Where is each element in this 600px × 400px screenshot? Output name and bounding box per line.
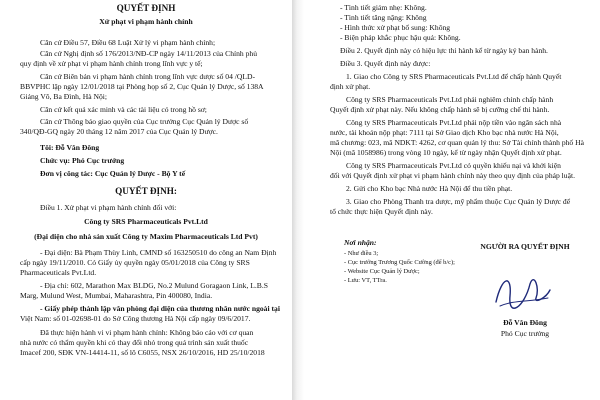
body-line: tổ chức thực hiện Quyết định này. <box>330 207 433 216</box>
additional-penalty: - Hình thức xử phạt bổ sung: Không <box>340 23 451 32</box>
aggravating-circumstances: - Tình tiết tăng nặng: Không <box>340 13 427 22</box>
body-line: 2. Gửi cho Kho bạc Nhà nước Hà Nội để thu tiền phạt. <box>346 184 513 193</box>
body-line: 1. Giao cho Công ty SRS Pharmaceuticals Pvt.Ltd để chấp hành Quyết <box>346 72 562 81</box>
signer-name: Đỗ Văn Đông <box>503 318 547 327</box>
body-line: nhà nước có thẩm quyền khi có thay đổi nhỏ trong quá trình sản xuất thuốc <box>20 338 249 347</box>
decision-heading: QUYẾT ĐỊNH: <box>115 186 177 196</box>
body-line: nước, tài khoản nộp phạt: 7111 tại Sở Giao dịch Kho bạc nhà nước Hà Nội, <box>330 128 559 137</box>
recipients-label: Nơi nhận: <box>344 238 377 247</box>
company-name: Công ty SRS Pharmaceuticals Pvt.Ltd <box>84 217 208 226</box>
body-line: cấp ngày 19/11/2010. Có Giấy ủy quyền ngày 05/01/2018 của Công ty SRS <box>20 258 250 267</box>
signer-role: Phó Cục trưởng <box>500 329 550 338</box>
body-line: Đã thực hiện hành vi vi phạm hành chính: Không báo cáo với cơ quan <box>40 328 254 337</box>
body-line: Quyết định xử phạt này. Nếu không chấp hành sẽ bị cưỡng chế thi hành. <box>330 105 550 114</box>
body-line: Pharmaceuticals Pvt.Ltd. <box>20 268 97 277</box>
body-line: Nội (mã 1058986) trong vòng 10 ngày, kể từ ngày nhận Quyết định xử phạt. <box>330 148 562 157</box>
preamble-line: BBVPHC lập ngày 12/01/2018 tại Phòng họp số 2, Cục Quản lý Dược, số 138A <box>20 82 264 91</box>
page-gutter <box>292 0 304 400</box>
recipient-item: - Website Cục Quản lý Dược; <box>344 268 420 275</box>
remedial-measures: - Biện pháp khắc phục hậu quả: Không. <box>340 33 461 42</box>
article-3: Điều 3. Quyết định này được: <box>340 59 431 68</box>
preamble-line: Căn cứ Điều 57, Điều 68 Luật Xử lý vi phạm hành chính; <box>40 38 216 47</box>
preamble-line: Căn cứ kết quả xác minh và các tài liệu có trong hồ sơ; <box>40 105 207 114</box>
signer-role-line: Chức vụ: Phó Cục trưởng <box>40 156 125 165</box>
recipient-item: - Lưu: VT, TTra. <box>344 277 387 284</box>
handwritten-signature-icon <box>490 268 554 314</box>
preamble-line: Căn cứ Thông báo giao quyền của Cục trưởng Cục Quản lý Dược số <box>40 117 249 126</box>
representative-note: (Đại diện cho nhà sản xuất Công ty Maxim Pharmaceuticals Ltd Pvt) <box>34 232 258 241</box>
body-line: Công ty SRS Pharmaceuticals Pvt.Ltd phải nghiêm chỉnh chấp hành <box>346 95 554 104</box>
body-line: Imacef 200, SĐK VN-14414-11, số lô C6055, NSX 26/10/2016, HD 25/10/2018 <box>20 348 265 357</box>
body-line: đối với Quyết định xử phạt vi phạm hành chính này theo quy định của pháp luật. <box>330 171 575 180</box>
document-subtitle: Xử phạt vi phạm hành chính <box>99 17 193 26</box>
left-page <box>0 0 292 400</box>
body-line: mã chương: 023, mã NDKT: 4262, cơ quan quản lý thu: Sở Tài chính thành phố Hà <box>330 138 584 147</box>
preamble-line: quy định về xử phạt vi phạm hành chính trong lĩnh vực y tế; <box>20 59 203 68</box>
preamble-line: Giảng Võ, Ba Đình, Hà Nội; <box>20 92 107 101</box>
body-line: Công ty SRS Pharmaceuticals Pvt.Ltd có quyền khiếu nại và khởi kiện <box>346 161 561 170</box>
article-2: Điều 2. Quyết định này có hiệu lực thi hành kể từ ngày ký ban hành. <box>340 46 548 55</box>
issuer-title: NGƯỜI RA QUYẾT ĐỊNH <box>480 242 570 251</box>
body-line: - Địa chỉ: 602, Marathon Max BLDG, No.2 Mulund Goragaon Link, L.B.S <box>40 281 268 290</box>
body-line: Việt Nam: số 01-02698-01 do Sở Công thương Hà Nội cấp ngày 09/6/2017. <box>20 314 251 323</box>
recipient-item: - Cục trưởng Trương Quốc Cường (để b/c); <box>344 259 455 266</box>
signer-unit-line: Đơn vị công tác: Cục Quản lý Dược - Bộ Y tế <box>40 169 186 178</box>
body-line: Công ty SRS Pharmaceuticals Pvt.Ltd phải nộp tiền vào ngân sách nhà <box>346 118 562 127</box>
recipient-item: - Như điều 3; <box>344 250 379 257</box>
preamble-line: Căn cứ Nghị định số 176/2013/NĐ-CP ngày 14/11/2013 của Chính phủ <box>40 49 258 58</box>
document-title: QUYẾT ĐỊNH <box>116 3 176 13</box>
preamble-line: Căn cứ Biên bản vi phạm hành chính trong lĩnh vực dược số 04 /QLD- <box>40 72 256 81</box>
body-line: - Đại diện: Bà Phạm Thùy Linh, CMND số 163250510 do công an Nam Định <box>40 248 277 257</box>
article-1: Điều 1. Xử phạt vi phạm hành chính đối với: <box>40 203 177 212</box>
preamble-line: 340/QĐ-GQ ngày 20 tháng 12 năm 2017 của Cục Quản lý Dược. <box>20 127 218 136</box>
signer-name-line: Tôi: Đỗ Văn Đông <box>40 143 100 152</box>
body-line: 3. Giao cho Phòng Thanh tra dược, mỹ phẩm thuộc Cục Quản lý Dược để <box>346 197 571 206</box>
body-line: - Giấy phép thành lập văn phòng đại diện của thương nhân nước ngoài tại <box>40 304 280 313</box>
mitigating-circumstances: - Tình tiết giảm nhẹ: Không. <box>340 3 427 12</box>
body-line: định xử phạt. <box>330 82 371 91</box>
body-line: Marg, Mulund West, Mumbai, Maharashtra, Pin 400080, India. <box>20 291 213 300</box>
right-page <box>304 0 600 400</box>
